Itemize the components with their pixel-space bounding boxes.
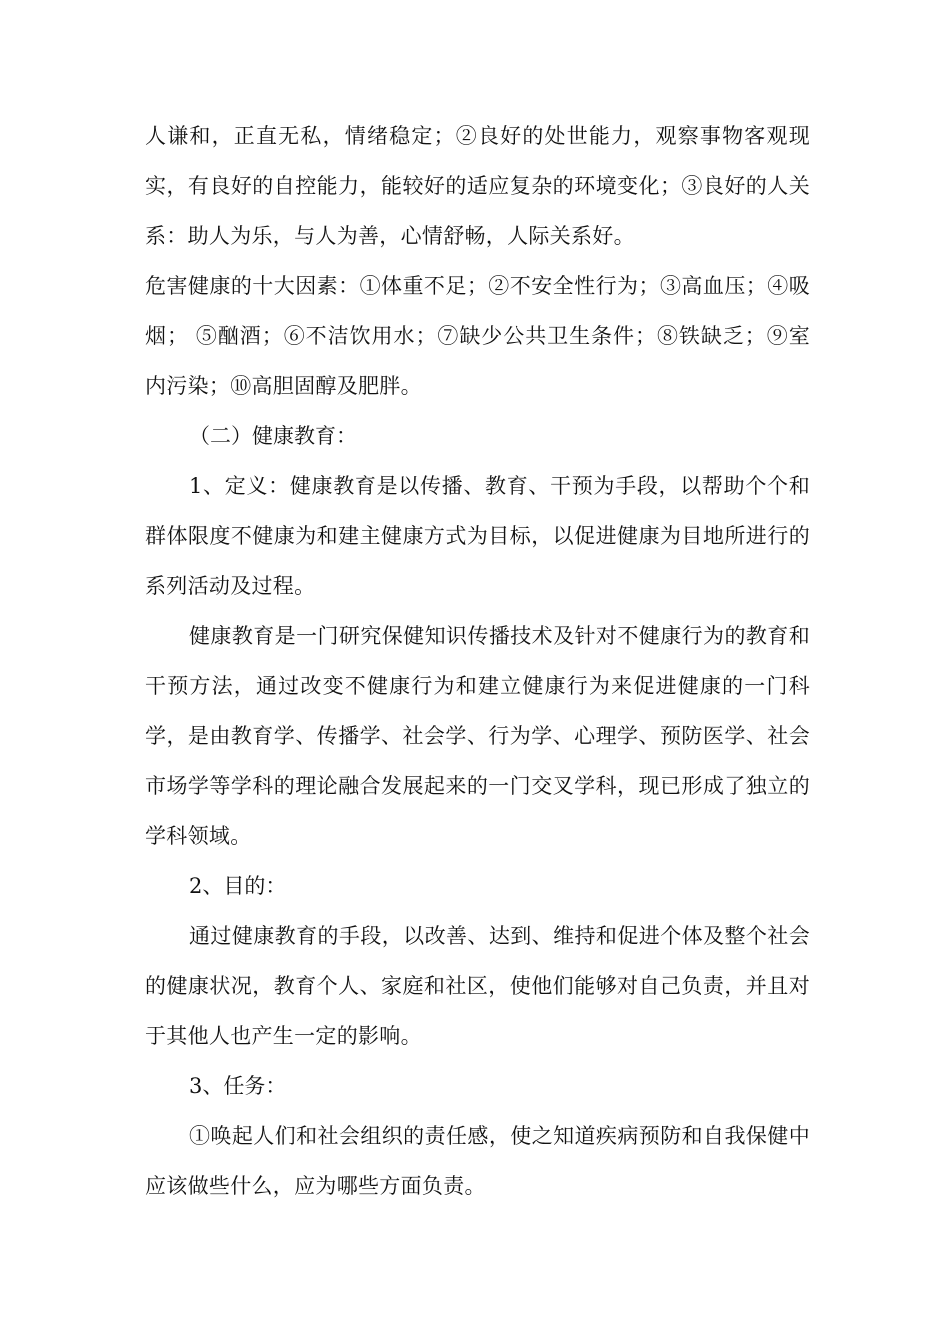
- paragraph-ten-health-risk-factors: 危害健康的十大因素：①体重不足；②不安全性行为；③高血压；④吸烟； ⑤酗酒；⑥不洁饮用水；⑦缺少公共卫生条件；⑧铁缺乏；⑨室内污染；⑩高胆固醇及肥胖。: [145, 274, 810, 398]
- paragraph-definition: 1、定义：健康教育是以传播、教育、干预为手段，以帮助个个和群体限度不健康为和建主健康方式为目标，以促进健康为目地所进行的系列活动及过程。: [145, 474, 810, 598]
- paragraph-purpose: 通过健康教育的手段，以改善、达到、维持和促进个体及整个社会的健康状况，教育个人、家庭和社区，使他们能够对自己负责，并且对于其他人也产生一定的影响。: [145, 924, 810, 1048]
- section-heading-health-education: （二）健康教育：: [189, 424, 357, 448]
- section-heading-purpose: 2、目的：: [189, 874, 287, 898]
- paragraph-task-1: ①唤起人们和社会组织的责任感，使之知道疾病预防和自我保健中应该做些什么，应为哪些方面负责。: [145, 1124, 810, 1198]
- paragraph-mental-health-traits: 人谦和，正直无私，情绪稳定；②良好的处世能力，观察事物客观现实，有良好的自控能力，能较好的适应复杂的环境变化；③良好的人关系：助人为乐，与人为善，心情舒畅，人际关系好。: [145, 124, 810, 248]
- paragraph-health-education-discipline: 健康教育是一门研究保健知识传播技术及针对不健康行为的教育和干预方法，通过改变不健康行为和建立健康行为来促进健康的一门科学，是由教育学、传播学、社会学、行为学、心理学、预防医学、社会市场学等学科的理论融合发展起来的一门交叉学科，现已形成了独立的学科领域。: [145, 624, 810, 848]
- section-heading-tasks: 3、任务：: [189, 1074, 287, 1098]
